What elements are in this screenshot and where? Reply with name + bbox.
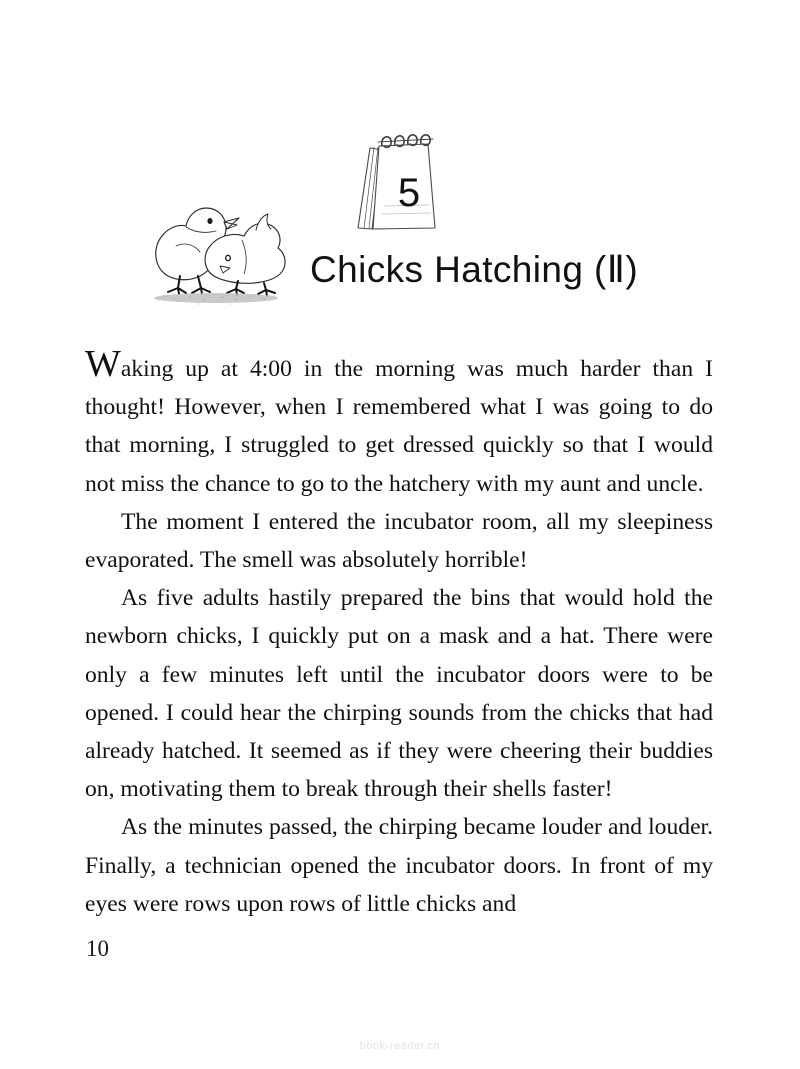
page-number: 10 — [86, 936, 109, 961]
paragraph — [85, 579, 713, 808]
watermark: book-reader.cn — [359, 1040, 441, 1052]
drop-cap: W — [85, 343, 121, 385]
paragraph — [85, 503, 713, 579]
paragraph-text: As the minutes passed, the chirping became louder and louder. Finally, a technician opened the incubator doors. In front of my eyes were rows upon rows of little chicks and — [85, 814, 713, 917]
paragraph-text: The moment I entered the incubator room, all my sleepiness evaporated. The smell was absolutely horrible! — [85, 508, 713, 574]
desk-calendar-illustration — [332, 128, 472, 248]
body-text — [85, 343, 713, 923]
paragraph-text: aking up at 4:00 in the morning was much harder than I thought! However, when I remembered what I was going to do that morning, I struggled to get dressed quickly so that I would not miss the chance to go to the hatchery with my aunt and uncle. — [85, 356, 713, 497]
paragraph — [85, 808, 713, 923]
chapter-header — [0, 120, 800, 320]
paragraph — [85, 343, 713, 503]
paragraph-text: As five adults hastily prepared the bins that would hold the newborn chicks, I quickly put on a mask and a hat. There were only a few minutes left until the incubator doors were to be opened. I could hear the chirping sounds from the chicks that had already hatched. It seemed as if they were cheering their buddies on, motivating them to break through their shells faster! — [85, 585, 713, 803]
two-chicks-illustration — [138, 180, 318, 310]
chapter-title: Chicks Hatching (Ⅱ) — [310, 249, 639, 290]
calendar-number: 5 — [397, 170, 421, 215]
